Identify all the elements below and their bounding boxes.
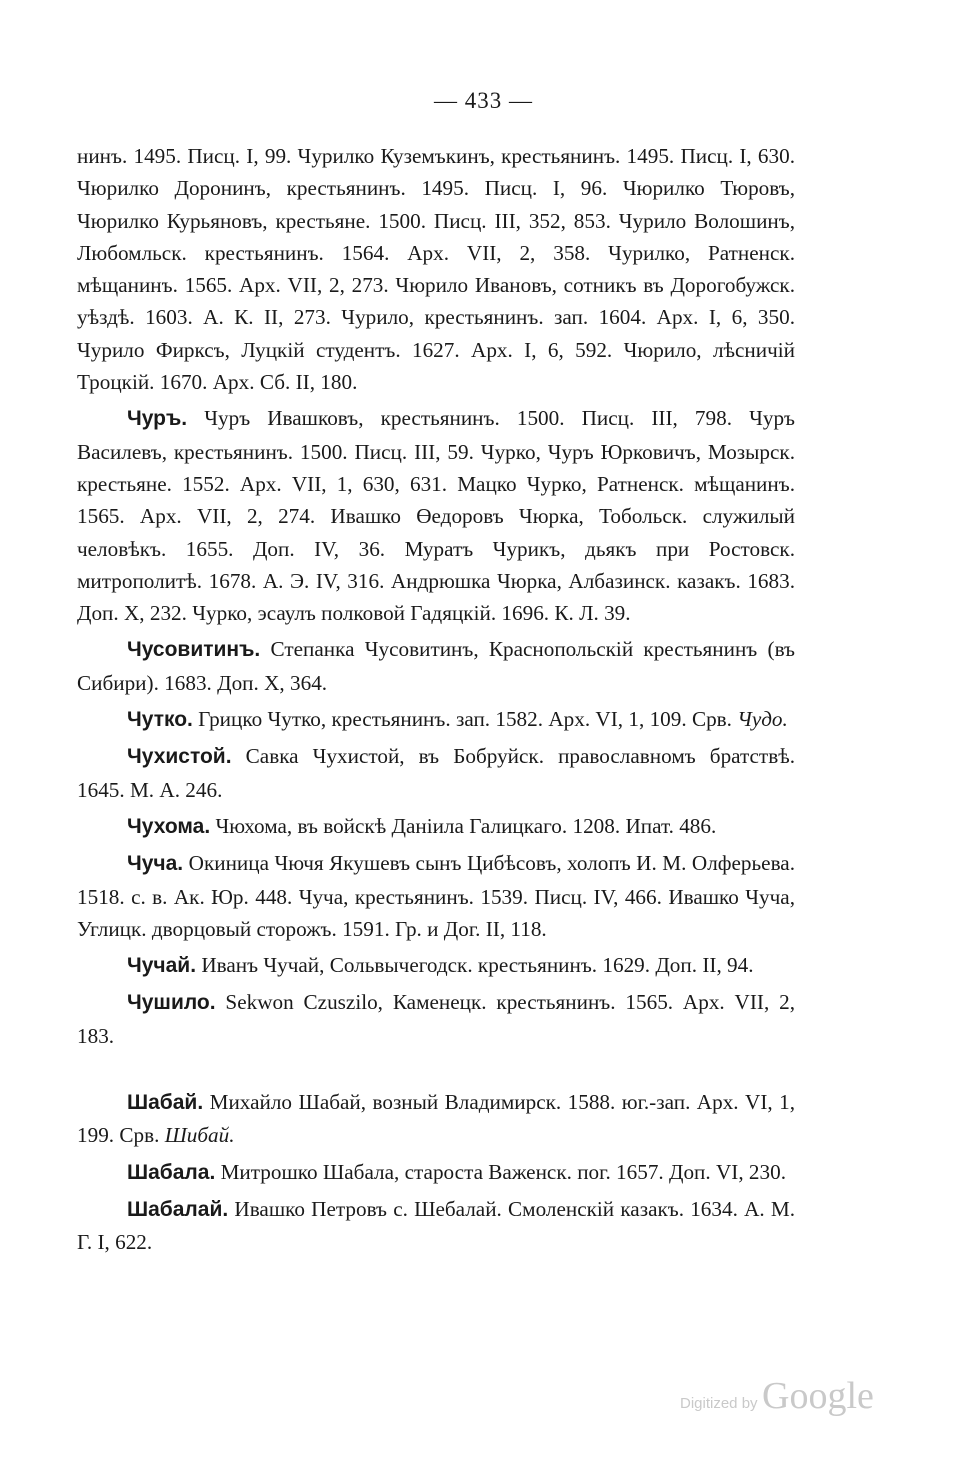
page-number: — 433 —	[434, 88, 533, 113]
entry-headword: Шабалай.	[127, 1197, 229, 1221]
entry-text: Ивашко Петровъ с. Шебалай. Смоленскій казакъ. 1634. А. М. Г. I, 622.	[77, 1196, 796, 1255]
entry-text: Грицко Чутко, крестьянинъ. зап. 1582. Арх. VI, 1, 109. Срв.	[198, 707, 732, 732]
entry-chukhistoy	[77, 740, 795, 806]
dictionary-text	[77, 140, 795, 1259]
entry-headword: Чухома.	[127, 814, 211, 838]
cross-reference: Чудо.	[737, 707, 788, 732]
entry-headword: Шабай.	[127, 1091, 204, 1115]
watermark-prefix: Digitized by	[680, 1395, 758, 1412]
entry-text: Окиница Чючя Якушевъ сынъ Цибѣсовъ, холопъ И. М. Олферьева. 1518. с. в. Ак. Юр. 448. Чуча, крестьянинъ. 1539. Писц. IV, 466. Ивашко Чуча, Углицк. дворцовый сторожъ. 1591. Гр. и Дог. II, 118.	[77, 851, 796, 941]
entry-headword: Чухистой.	[127, 745, 232, 769]
entry-text: Чуръ Ивашковъ, крестьянинъ. 1500. Писц. III, 798. Чуръ Василевъ, крестьянинъ. 1500. Писц. III, 59. Чурко, Чуръ Юрковичъ, Мозырск. крестьяне. 1552. Арх. VII, 1, 630, 631. Мацко Чурко, Ратненск. мѣщанинъ. 1565. Арх. VII, 2, 274. Ивашко Өедоровъ Чюрка, Тобольск. служилый человѣкъ. 1655. Доп. IV, 36. Муратъ Чурикъ, дьякъ при Ростовск. митрополитѣ. 1678. А. Э. IV, 316. Андрюшка Чюрка, Албазинск. казакъ. 1683. Доп. X, 232. Чурко, эсаулъ полковой Гадяцкій. 1696. К. Л. 39.	[77, 406, 795, 626]
entry-chur	[77, 402, 795, 629]
entry-chutko	[77, 703, 795, 736]
entry-shabalay	[77, 1193, 795, 1259]
entry-headword: Чутко.	[127, 708, 193, 732]
entry-chucha	[77, 847, 795, 945]
entry-text: Sekwon Czuszilo, Каменецк. крестьянинъ. 1565. Арх. VII, 2, 183.	[77, 990, 795, 1048]
cross-reference: Шибай.	[164, 1123, 235, 1148]
entry-shabay	[77, 1086, 795, 1152]
entry-text: Степанка Чусовитинъ, Краснопольскій крестьянинъ (въ Сибири). 1683. Доп. X, 364.	[77, 637, 795, 695]
entry-headword: Шабала.	[127, 1160, 216, 1184]
watermark-brand-logo: Google	[762, 1375, 874, 1417]
entry-chukhoma	[77, 810, 795, 843]
entry-headword: Чусовитинъ.	[127, 638, 261, 662]
entry-text: Митрошко Шабала, староста Важенск. пог. 1657. Доп. VI, 230.	[220, 1159, 787, 1184]
entry-chuchay	[77, 949, 795, 982]
entry-continuation	[77, 140, 795, 398]
entry-headword: Чушило.	[127, 991, 216, 1015]
entry-headword: Чучай.	[127, 954, 197, 978]
entry-headword: Чуръ.	[127, 407, 188, 431]
entry-chusovitin	[77, 633, 795, 699]
entry-text: Иванъ Чучай, Сольвычегодск. крестьянинъ. 1629. Доп. II, 94.	[201, 953, 754, 978]
digitized-watermark	[680, 1374, 900, 1418]
entry-text: Савка Чухистой, въ Бобруйск. православномъ братствѣ. 1645. М. А. 246.	[77, 744, 795, 802]
entry-text: нинъ. 1495. Писц. I, 99. Чурилко Куземъкинъ, крестьянинъ. 1495. Писц. I, 630. Чюрилко Доронинъ, крестьянинъ. 1495. Писц. I, 96. Чюрилко Тюровъ, Чюрилко Курьяновъ, крестьяне. 1500. Писц. III, 352, 853. Чурило Волошинъ, Любомльск. крестьянинъ. 1564. Арх. VII, 2, 358. Чурилко, Ратненск. мѣщанинъ. 1565. Арх. VII, 2, 273. Чюрило Ивановъ, сотникъ въ Дорогобужск. уѣздѣ. 1603. А. К. II, 273. Чурило, крестьянинъ. зап. 1604. Арх. I, 6, 350. Чурило Фирксъ, Луцкій студентъ. 1627. Арх. I, 6, 592. Чюрило, лѣсничій Троцкій. 1670. Арх. Сб. II, 180.	[77, 144, 795, 395]
entry-headword: Чуча.	[127, 852, 184, 876]
entry-text: Чюхома, въ войскѣ Даніила Галицкаго. 1208. Ипат. 486.	[215, 813, 717, 838]
entry-chushilo	[77, 986, 795, 1052]
entry-shabala	[77, 1156, 795, 1189]
entry-text: Михайло Шабай, возный Владимирск. 1588. юг.-зап. Арх. VI, 1, 199. Срв.	[77, 1090, 795, 1148]
